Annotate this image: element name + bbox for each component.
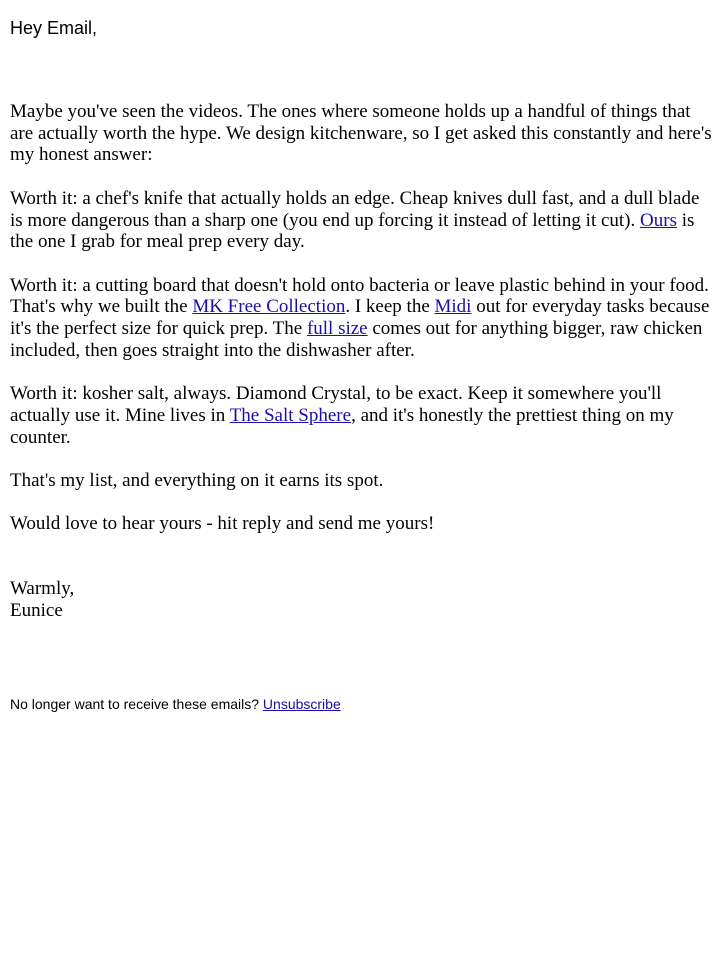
paragraph-reply-request: Would love to hear yours - hit reply and send me yours! — [10, 513, 435, 535]
email-content — [10, 101, 712, 621]
knife-text-after: is the one I grab for meal prep every day. — [10, 209, 695, 253]
paragraph-list-summary: That's my list, and everything on it earns its spot. — [10, 469, 384, 491]
footer — [10, 695, 712, 713]
spacer — [10, 41, 712, 101]
paragraph-cutting-board — [10, 275, 712, 362]
knife-text-before: Worth it: a chef's knife that actually holds an edge. Cheap knives dull fast, and a dull blade is more dangerous than a sharp one (you end up forcing it instead of letting it cut). — [10, 187, 700, 231]
board-text-2: . I keep the — [345, 296, 435, 318]
mk-free-collection-link[interactable]: MK Free Collection — [192, 296, 346, 318]
signoff-name: Eunice — [10, 599, 63, 621]
greeting: Hey Email, — [10, 18, 98, 38]
unsubscribe-link[interactable]: Unsubscribe — [262, 696, 341, 713]
midi-link[interactable]: Midi — [434, 296, 472, 318]
full-size-link[interactable]: full size — [306, 318, 368, 339]
salt-text-before: Worth it: kosher salt, always. Diamond Crystal, to be exact. Keep it somewhere you'll actually use it. Mine lives in — [10, 383, 662, 426]
paragraph-salt — [10, 383, 712, 448]
salt-text-after: , and it's honestly the prettiest thing on my counter. — [10, 404, 674, 448]
board-text-3: out for everyday tasks because it's the perfect size for quick prep. The — [10, 296, 710, 339]
footer-text: No longer want to receive these emails? — [10, 696, 263, 713]
board-text-1: Worth it: a cutting board that doesn't hold onto bacteria or leave plastic behind in your food. That's why we built the — [10, 274, 709, 318]
paragraph-intro: Maybe you've seen the videos. The ones where someone holds up a handful of things that are actually worth the hype. We design kitchenware, so I get asked this constantly and here's my honest answer: — [10, 101, 712, 166]
signoff-closing: Warmly, — [10, 577, 75, 599]
salt-sphere-link[interactable]: The Salt Sphere — [229, 404, 352, 426]
paragraph-knife — [10, 188, 712, 253]
board-text-4: comes out for anything bigger, raw chicken included, then goes straight into the dishwasher after. — [10, 318, 703, 361]
ours-link[interactable]: Ours — [640, 209, 677, 231]
signoff — [10, 578, 712, 621]
